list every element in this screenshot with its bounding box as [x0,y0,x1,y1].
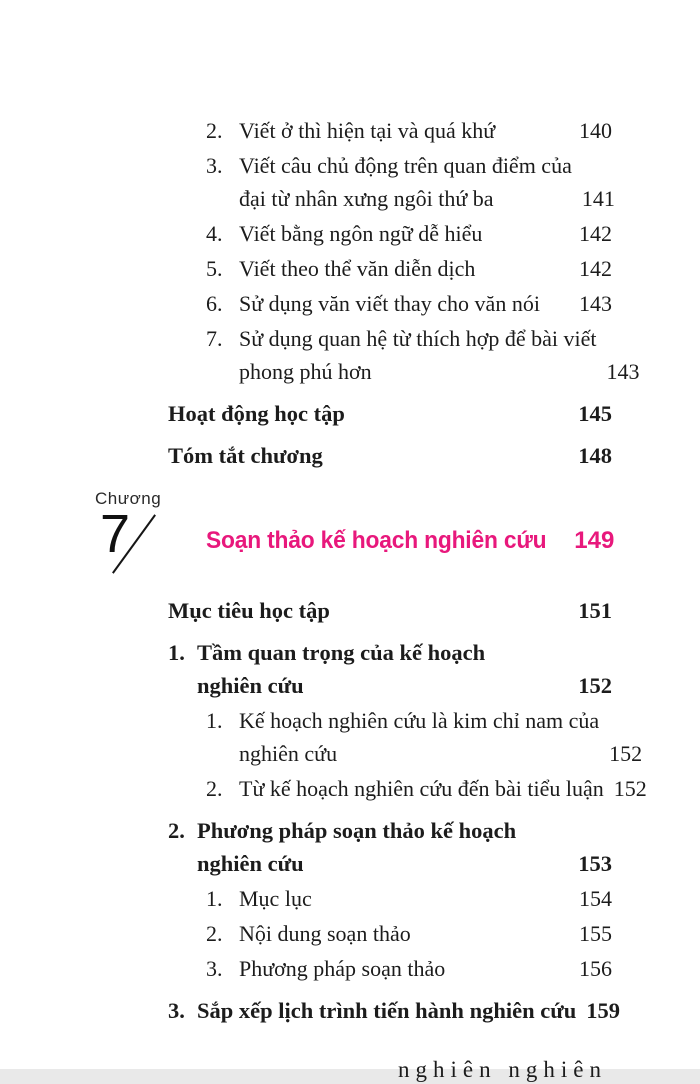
toc-entry-line: Phương pháp soạn thảo [239,956,446,981]
toc-entry [206,114,612,147]
toc-entry-line: phong phú hơn [239,359,372,384]
toc-entry-line: Tầm quan trọng của kế hoạch [197,640,486,665]
toc-entry-line: nghiên cứu [197,673,304,698]
toc-entry-line: Sử dụng quan hệ từ thích hợp để bài viết [239,326,597,351]
toc-entry-page-number: 152 [609,741,643,766]
toc-entry-page-number: 141 [581,186,615,211]
toc-entry-line: Mục lục [239,886,312,911]
toc-entry-line: Viết bằng ngôn ngữ dễ hiểu [239,221,483,246]
toc-entry-number: 4. [206,221,223,246]
toc-entry-number: 3. [206,956,223,981]
toc-entry-page-number: 148 [578,443,612,468]
toc-entry [206,772,647,805]
toc-entry-title [239,149,572,215]
toc-entry-line: Nội dung soạn thảo [239,921,411,946]
toc-entry-title [239,287,540,320]
toc-entry-line: Viết ở thì hiện tại và quá khứ [239,118,496,143]
toc-entry-page-number: 143 [606,359,640,384]
toc-entry-line: Kế hoạch nghiên cứu là kim chỉ nam của [239,708,600,733]
chapter-numeral: 7 [100,504,131,564]
chapter-heading [0,486,615,582]
toc-entry-title [168,439,323,472]
toc-entry-page-number: 155 [579,921,612,946]
toc-entry-line: Viết câu chủ động trên quan điểm của [239,153,572,178]
toc-entry-page-number: 142 [579,221,612,246]
toc-entry-line: Từ kế hoạch nghiên cứu đến bài tiểu luận [239,776,604,801]
toc-entry-number: 2. [206,776,223,801]
toc-entry-number: 1. [168,640,185,665]
toc-entry-line: nghiên cứu [197,851,304,876]
toc-entry [206,882,612,915]
toc-entry-title [239,322,596,388]
chapter-label: Chương [95,489,162,508]
toc-entry-title [239,772,604,805]
toc-entry-number: 6. [206,291,223,316]
toc-entry-line: Sắp xếp lịch trình tiến hành nghiên cứu [197,998,577,1023]
toc-entry-title [197,814,516,880]
toc-entry-title [239,217,482,250]
toc-entry-title [239,882,312,915]
toc-entry-line: Hoạt động học tập [168,401,345,426]
toc-entry-line: Phương pháp soạn thảo kế hoạch [197,818,517,843]
toc-entry-title [168,397,345,430]
chapter-page-number: 149 [574,527,615,554]
toc-entry [206,287,612,320]
toc-entry [206,917,612,950]
toc-entry-title [239,952,445,985]
toc-entry [206,322,640,388]
toc-entry [168,636,612,702]
toc-entry-page-number: 145 [578,401,612,426]
toc-entry-number: 1. [206,886,223,911]
toc-entry-title [168,594,330,627]
toc-entry-title [197,994,576,1027]
toc-entry-line: Tóm tắt chương [168,443,323,468]
toc-entry-number: 3. [206,153,223,178]
toc-entry-number: 3. [168,998,185,1023]
toc-entry-title [239,114,495,147]
toc-entry-number: 2. [206,118,223,143]
toc-entry-number: 5. [206,256,223,281]
toc-entry-line: Mục tiêu học tập [168,598,330,623]
toc-entry [168,994,620,1027]
toc-entry-page-number: 159 [586,998,620,1023]
toc-entry-number: 7. [206,326,223,351]
toc-entry-line: nghiên cứu [239,741,338,766]
toc-entry-title [239,252,475,285]
toc-entry-page-number: 143 [579,291,612,316]
toc-entry-page-number: 156 [579,956,612,981]
toc-entry-line: Sử dụng văn viết thay cho văn nói [239,291,540,316]
toc-entry-page-number: 154 [579,886,612,911]
chapter-title: Soạn thảo kế hoạch nghiên cứu [206,527,547,554]
toc-entry-page-number: 152 [578,673,612,698]
toc-entry-page-number: 142 [579,256,612,281]
toc-entry [206,704,643,770]
toc-entry [168,397,612,430]
toc-list [0,112,647,1027]
toc-entry [206,149,615,215]
toc-entry [206,952,612,985]
toc-entry [206,217,612,250]
toc-entry-title [239,917,411,950]
toc-entry-number: 2. [206,921,223,946]
toc-entry-page-number: 151 [578,598,612,623]
toc-entry-line: đại từ nhân xưng ngôi thứ ba [239,186,494,211]
toc-entry-number: 2. [168,818,185,843]
toc-entry [168,594,612,627]
toc-entry-page-number: 140 [579,118,612,143]
toc-entry-page-number: 153 [578,851,612,876]
toc-entry-page-number: 152 [613,776,647,801]
toc-entry [206,252,612,285]
toc-entry-title [239,704,599,770]
toc-entry-title [197,636,485,702]
toc-entry [168,439,612,472]
bottom-clipped-text: nghiên nghiên [398,1057,607,1082]
toc-entry-number: 1. [206,708,223,733]
toc-entry-line: Viết theo thể văn diễn dịch [239,256,476,281]
toc-entry [168,814,612,880]
